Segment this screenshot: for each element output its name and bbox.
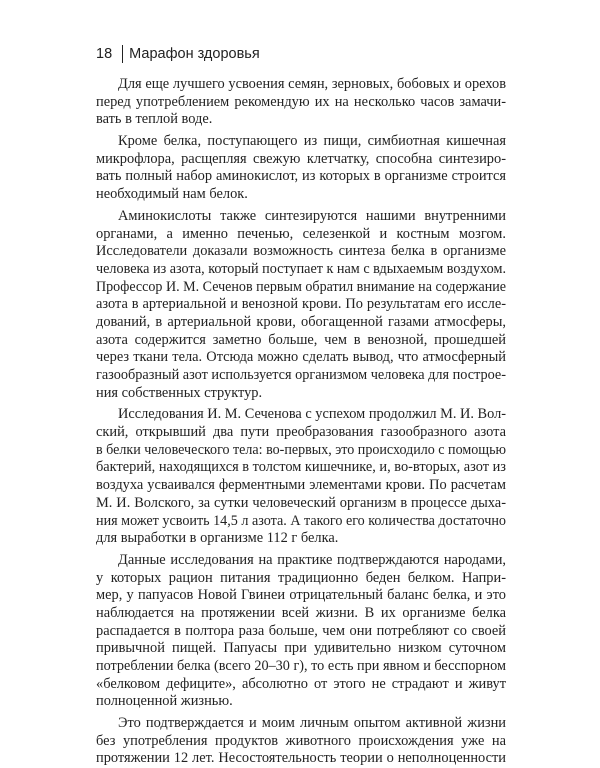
text-line: дований, в артериальной крови, обогащенной газами атмосферы, [96,313,506,330]
paragraph [96,76,506,129]
text-line: Исследователи доказали возможность синтеза белка в организме [96,243,506,260]
text-line: у которых рацион питания традиционно беден белком. Напри- [96,569,506,586]
paragraph [96,208,506,403]
text-line: наблюдается на протяжении всей жизни. В их организме белка [96,604,506,621]
text-line: без употребления продуктов животного происхождения уже на [96,732,506,749]
text-line: ский, открывший два пути преобразования газообразного азота [96,424,506,441]
text-line: азота содержится заметно больше, чем в венозной, прошедшей [96,331,506,348]
text-line: Профессор И. М. Сеченов первым обратил внимание на содержание [96,278,506,295]
text-line: Данные исследования на практике подтверждаются народами, [118,551,506,568]
text-line: для выработки в организме 112 г белка. [96,530,339,547]
paragraph [96,715,506,768]
text-line: через ткани тела. Отсюда можно сделать вывод, что атмосферный [96,349,506,366]
text-line: вать полный набор аминокислот, из которых в организме строится [96,168,506,185]
paragraph [96,552,506,711]
body-text [96,76,506,768]
page-number: 18 [96,46,113,62]
running-title: Марафон здоровья [129,46,260,62]
text-line: ния может усвоить 14,5 л азота. А такого его количества достаточно [96,512,506,529]
text-line: в белки человеческого тела: во-первых, это происходило с помощью [96,441,507,458]
text-line: органами, а именно печенью, селезенкой и костным мозгом. [96,225,506,242]
running-header [96,44,260,64]
text-line: газообразный азот используется организмом человека для построе- [96,367,507,383]
text-line: бактерий, находящихся в толстом кишечнике, и, во-вторых, азот из [96,459,506,476]
text-line: азота в артериальной и венозной крови. По результатам его иссле- [96,296,506,313]
text-line: протяжении 12 лет. Несостоятельность теории о неполноценности [96,750,506,767]
text-line: Это подтверждается и моим личным опытом активной жизни [118,715,506,732]
text-line: человека из азота, который поступает к нам с вдыхаемым воздухом. [96,260,506,277]
text-line: перед употреблением рекомендую их на несколько часов замачи- [96,93,506,110]
header-divider [122,45,123,63]
text-line: мер, у папуасов Новой Гвинеи отрицательный баланс белка, и это [96,587,506,604]
text-line: вать в теплой воде. [96,111,213,128]
text-line: Исследования И. М. Сеченова с успехом продолжил М. И. Вол- [118,406,506,423]
text-line: привычной пищей. Папуасы при удивительно низком суточном [96,640,506,657]
text-line: «белковом дефиците», абсолютно от этого не страдают и живут [96,675,506,692]
text-line: потреблении белка (всего 20–30 г), то есть при явном и бесспорном [96,658,506,674]
paragraph [96,406,506,548]
paragraph [96,133,506,204]
text-line: микрофлора, расщепляя свежую клетчатку, способна синтезиро- [96,150,506,167]
text-line: распадается в полтора раза больше, чем они потребляют со своей [96,622,506,639]
text-line: воздуха усваивался ферментными элементами крови. По расчетам [96,477,506,494]
text-line: ния собственных структур. [96,384,263,401]
text-line: Аминокислоты также синтезируются нашими внутренними [118,207,506,224]
text-line: Для еще лучшего усвоения семян, зерновых, бобовых и орехов [118,76,506,92]
text-line: Кроме белка, поступающего из пищи, симбиотная кишечная [118,133,506,150]
text-line: полноценной жизнью. [96,693,233,710]
text-line: необходимый нам белок. [96,186,248,203]
text-line: М. И. Волского, за сутки человеческий организм в процессе дыха- [96,494,506,511]
